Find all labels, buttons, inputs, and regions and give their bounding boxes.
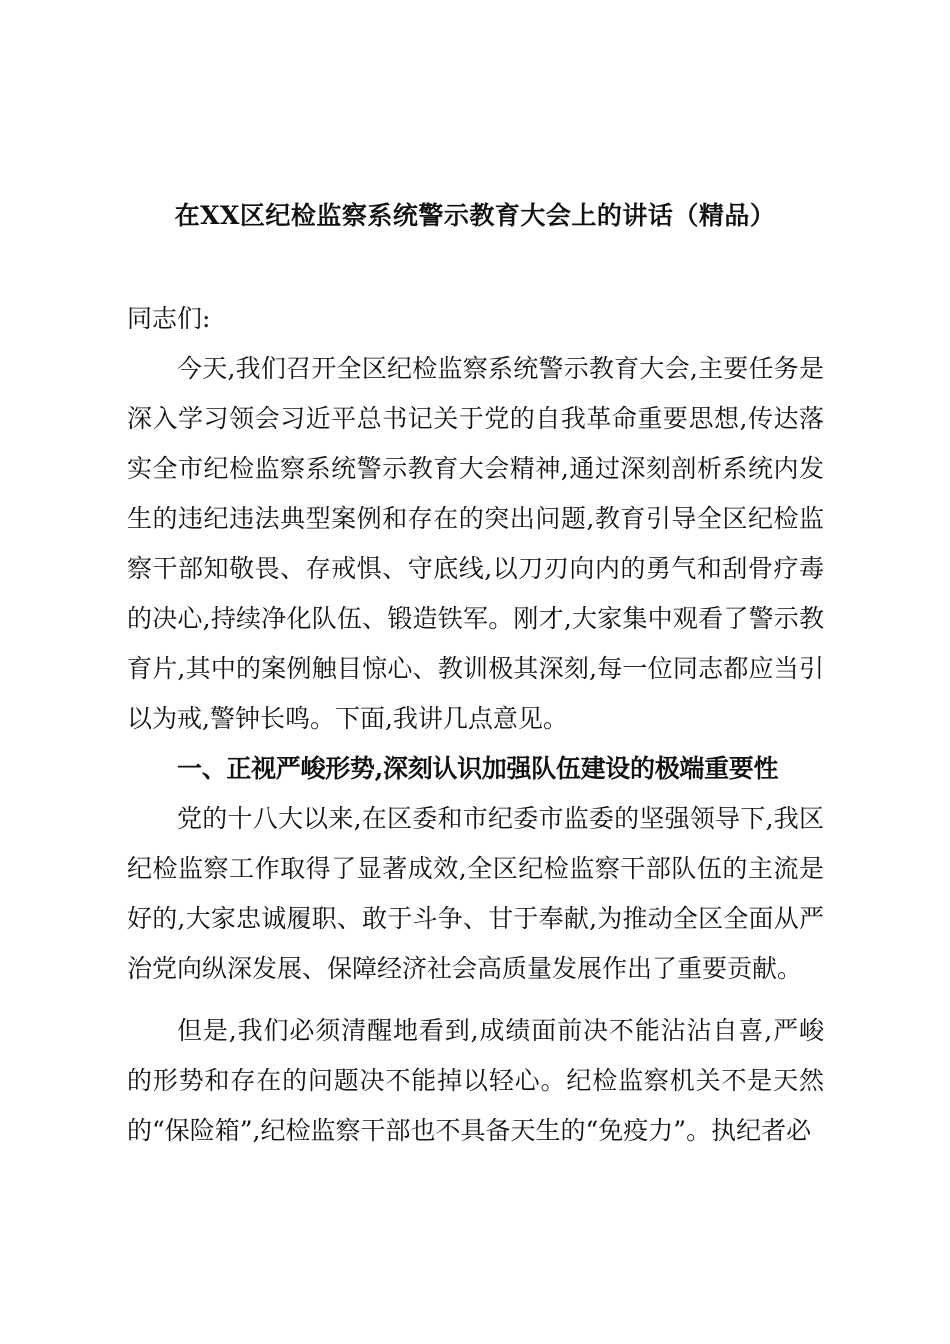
section-heading-1: 一、正视严峻形势,深刻认识加强队伍建设的极端重要性 bbox=[177, 754, 779, 783]
paragraph-achievements: 党的十八大以来,在区委和市纪委市监委的坚强领导下,我区纪检监察工作取得了显著成效,全区纪检监察干部队伍的主流是好的,大家忠诚履职、敢于斗争、甘于奉献,为推动全区全面从严治党向纵深发展、保障经济社会高质量发展作出了重要贡献。 bbox=[127, 804, 824, 983]
paragraph-intro: 今天,我们召开全区纪检监察系统警示教育大会,主要任务是深入学习领会习近平总书记关于党的自我革命重要思想,传达落实全市纪检监察系统警示教育大会精神,通过深刻剖析系统内发生的违纪违法典型案例和存在的突出问题,教育引导全区纪检监察干部知敬畏、存戒惧、守底线,以刀刃向内的勇气和刮骨疗毒的决心,持续净化队伍、锻造铁军。刚才,大家集中观看了警示教育片,其中的案例触目惊心、教训极其深刻,每一位同志都应当引以为戒,警钟长鸣。下面,我讲几点意见。 bbox=[127, 354, 824, 733]
document-title: 在XX区纪检监察系统警示教育大会上的讲话（精品） bbox=[174, 201, 776, 230]
salutation: 同志们: bbox=[127, 304, 211, 333]
document-body bbox=[127, 294, 824, 1156]
paragraph-warning: 但是,我们必须清醒地看到,成绩面前决不能沾沾自喜,严峻的形势和存在的问题决不能掉以轻心。纪检监察机关不是天然的“保险箱”,纪检监察干部也不具备天生的“免疫力”。执纪者必 bbox=[127, 1016, 824, 1145]
